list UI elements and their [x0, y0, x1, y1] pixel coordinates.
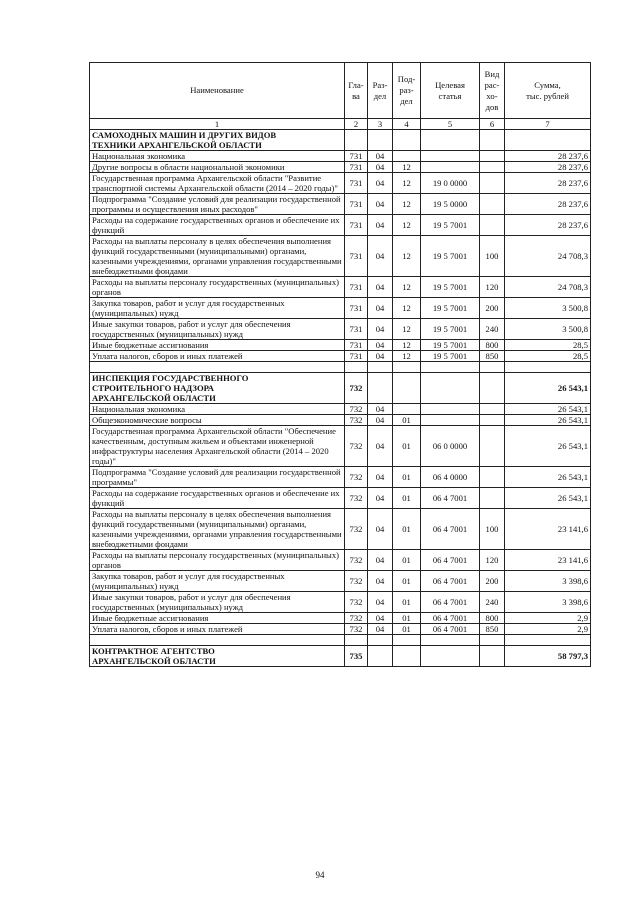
cell-target: 19 5 7001: [421, 277, 480, 298]
empty-cell: [480, 362, 505, 373]
cell-vid: 240: [480, 592, 505, 613]
spacer-row: [90, 635, 591, 646]
cell-sum: 28 237,6: [505, 173, 591, 194]
cell-name: Расходы на выплаты персоналу государственных (муниципальных) органов: [90, 277, 345, 298]
table-body: [90, 130, 591, 667]
empty-cell: [505, 635, 591, 646]
cell-glava: 732: [345, 426, 368, 467]
header-vid: Вид рас- хо- дов: [480, 63, 505, 119]
cell-sum: 28,5: [505, 340, 591, 351]
cell-name: Государственная программа Архангельской области "Развитие транспортной системы Архангельской области (2014 – 2020 годы)": [90, 173, 345, 194]
cell-name: Расходы на выплаты персоналу в целях обеспечения выполнения функций государственными (муниципальными) органами, казенными учреждениями, органами управления государственными внебюджетными фондами: [90, 236, 345, 277]
cell-target: 19 5 7001: [421, 215, 480, 236]
table-row: [90, 151, 591, 162]
cell-target: 06 4 7001: [421, 550, 480, 571]
cell-sum: 3 500,8: [505, 298, 591, 319]
table-row: [90, 404, 591, 415]
cell-sum: 28 237,6: [505, 162, 591, 173]
cell-vid: 800: [480, 613, 505, 624]
cell-sum: 28,5: [505, 351, 591, 362]
cell-razdel: 04: [368, 571, 393, 592]
cell-name: Расходы на выплаты персоналу государственных (муниципальных) органов: [90, 550, 345, 571]
header-target: Целевая статья: [421, 63, 480, 119]
cell-razdel: 04: [368, 550, 393, 571]
cell-razdel: 04: [368, 351, 393, 362]
cell-sum: 28 237,6: [505, 151, 591, 162]
cell-razdel: 04: [368, 194, 393, 215]
header-row: [90, 63, 591, 119]
cell-vid: 850: [480, 624, 505, 635]
section-header-row: [90, 130, 591, 151]
cell-podrazdel: [393, 646, 421, 667]
cell-sum: 2,9: [505, 613, 591, 624]
table-row: [90, 426, 591, 467]
cell-glava: 732: [345, 467, 368, 488]
table-row: [90, 624, 591, 635]
cell-vid: [480, 162, 505, 173]
cell-sum: 2,9: [505, 624, 591, 635]
cell-glava: 732: [345, 509, 368, 550]
cell-name: Иные бюджетные ассигнования: [90, 613, 345, 624]
cell-razdel: 04: [368, 426, 393, 467]
column-number: 1: [90, 119, 345, 130]
table-row: [90, 319, 591, 340]
cell-target: 06 4 7001: [421, 613, 480, 624]
table-row: [90, 571, 591, 592]
cell-razdel: 04: [368, 488, 393, 509]
cell-sum: 3 398,6: [505, 592, 591, 613]
cell-vid: 100: [480, 509, 505, 550]
cell-podrazdel: 12: [393, 298, 421, 319]
cell-razdel: 04: [368, 277, 393, 298]
column-number: 7: [505, 119, 591, 130]
cell-target: 06 4 7001: [421, 509, 480, 550]
cell-target: 19 5 7001: [421, 298, 480, 319]
table-row: [90, 215, 591, 236]
cell-razdel: 04: [368, 624, 393, 635]
cell-name: Закупка товаров, работ и услуг для государственных (муниципальных) нужд: [90, 571, 345, 592]
cell-name: ИНСПЕКЦИЯ ГОСУДАРСТВЕННОГО СТРОИТЕЛЬНОГО НАДЗОРА АРХАНГЕЛЬСКОЙ ОБЛАСТИ: [90, 373, 345, 404]
cell-vid: 850: [480, 351, 505, 362]
cell-target: [421, 151, 480, 162]
cell-target: 19 5 0000: [421, 194, 480, 215]
cell-podrazdel: 12: [393, 236, 421, 277]
cell-name: Расходы на выплаты персоналу в целях обеспечения выполнения функций государственными (муниципальными) органами, казенными учреждениями, органами управления государственными внебюджетными фондами: [90, 509, 345, 550]
cell-podrazdel: 12: [393, 162, 421, 173]
cell-glava: [345, 130, 368, 151]
cell-target: 06 4 7001: [421, 571, 480, 592]
table-row: [90, 298, 591, 319]
cell-sum: [505, 130, 591, 151]
cell-name: Закупка товаров, работ и услуг для государственных (муниципальных) нужд: [90, 298, 345, 319]
column-number: 3: [368, 119, 393, 130]
cell-target: [421, 415, 480, 426]
cell-razdel: 04: [368, 162, 393, 173]
cell-glava: 731: [345, 173, 368, 194]
table-row: [90, 351, 591, 362]
empty-cell: [368, 362, 393, 373]
cell-vid: [480, 426, 505, 467]
cell-target: [421, 162, 480, 173]
cell-razdel: 04: [368, 404, 393, 415]
table-row: [90, 415, 591, 426]
cell-vid: [480, 373, 505, 404]
empty-cell: [345, 635, 368, 646]
cell-glava: 732: [345, 415, 368, 426]
cell-vid: [480, 488, 505, 509]
cell-podrazdel: 01: [393, 488, 421, 509]
cell-glava: 731: [345, 351, 368, 362]
cell-podrazdel: 12: [393, 351, 421, 362]
cell-podrazdel: 12: [393, 194, 421, 215]
cell-vid: [480, 215, 505, 236]
cell-podrazdel: 12: [393, 277, 421, 298]
cell-vid: 120: [480, 550, 505, 571]
cell-razdel: [368, 646, 393, 667]
cell-razdel: [368, 373, 393, 404]
cell-podrazdel: 01: [393, 550, 421, 571]
header-podrazdel: Под- раз- дел: [393, 63, 421, 119]
cell-glava: 731: [345, 236, 368, 277]
cell-podrazdel: 12: [393, 319, 421, 340]
empty-cell: [480, 635, 505, 646]
table-row: [90, 613, 591, 624]
empty-cell: [90, 362, 345, 373]
cell-glava: 732: [345, 488, 368, 509]
cell-podrazdel: [393, 404, 421, 415]
cell-name: Подпрограмма "Создание условий для реализации государственной программы": [90, 467, 345, 488]
cell-vid: [480, 151, 505, 162]
cell-podrazdel: 12: [393, 215, 421, 236]
cell-podrazdel: 01: [393, 592, 421, 613]
cell-glava: 731: [345, 215, 368, 236]
cell-razdel: 04: [368, 509, 393, 550]
cell-podrazdel: [393, 130, 421, 151]
cell-razdel: 04: [368, 215, 393, 236]
cell-target: [421, 373, 480, 404]
cell-sum: 3 500,8: [505, 319, 591, 340]
table-row: [90, 509, 591, 550]
cell-sum: 26 543,1: [505, 426, 591, 467]
table-row: [90, 550, 591, 571]
cell-razdel: 04: [368, 151, 393, 162]
cell-razdel: 04: [368, 236, 393, 277]
cell-target: 19 5 7001: [421, 236, 480, 277]
column-number: 6: [480, 119, 505, 130]
cell-sum: 26 543,1: [505, 415, 591, 426]
cell-glava: 732: [345, 404, 368, 415]
cell-name: Подпрограмма "Создание условий для реализации государственной программы и осуществления иных расходов": [90, 194, 345, 215]
spacer-row: [90, 362, 591, 373]
cell-sum: 28 237,6: [505, 194, 591, 215]
cell-name: КОНТРАКТНОЕ АГЕНТСТВО АРХАНГЕЛЬСКОЙ ОБЛАСТИ: [90, 646, 345, 667]
empty-cell: [505, 362, 591, 373]
cell-name: Другие вопросы в области национальной экономики: [90, 162, 345, 173]
cell-podrazdel: 12: [393, 340, 421, 351]
empty-cell: [90, 635, 345, 646]
empty-cell: [393, 362, 421, 373]
table-row: [90, 162, 591, 173]
cell-name: Общеэкономические вопросы: [90, 415, 345, 426]
cell-name: Уплата налогов, сборов и иных платежей: [90, 351, 345, 362]
cell-razdel: [368, 130, 393, 151]
page-number: 94: [315, 870, 325, 880]
cell-target: 06 4 0000: [421, 467, 480, 488]
cell-glava: 735: [345, 646, 368, 667]
cell-sum: 26 543,1: [505, 488, 591, 509]
cell-sum: 26 543,1: [505, 404, 591, 415]
cell-glava: 732: [345, 571, 368, 592]
cell-sum: 24 708,3: [505, 277, 591, 298]
cell-name: Расходы на содержание государственных органов и обеспечение их функций: [90, 488, 345, 509]
cell-glava: 732: [345, 613, 368, 624]
cell-target: 19 5 7001: [421, 351, 480, 362]
cell-razdel: 04: [368, 592, 393, 613]
table-row: [90, 592, 591, 613]
cell-podrazdel: 01: [393, 624, 421, 635]
cell-vid: 200: [480, 571, 505, 592]
cell-vid: [480, 404, 505, 415]
cell-name: Расходы на содержание государственных органов и обеспечение их функций: [90, 215, 345, 236]
cell-podrazdel: 01: [393, 467, 421, 488]
cell-name: Уплата налогов, сборов и иных платежей: [90, 624, 345, 635]
cell-target: 06 4 7001: [421, 488, 480, 509]
cell-glava: 732: [345, 373, 368, 404]
cell-target: 06 4 7001: [421, 624, 480, 635]
cell-razdel: 04: [368, 173, 393, 194]
cell-target: 19 0 0000: [421, 173, 480, 194]
cell-glava: 732: [345, 592, 368, 613]
cell-name: Иные закупки товаров, работ и услуг для обеспечения государственных (муниципальных) нужд: [90, 319, 345, 340]
empty-cell: [368, 635, 393, 646]
column-number: 4: [393, 119, 421, 130]
section-header-row: [90, 373, 591, 404]
cell-glava: 732: [345, 550, 368, 571]
column-number: 2: [345, 119, 368, 130]
cell-target: [421, 646, 480, 667]
table-row: [90, 173, 591, 194]
cell-vid: [480, 194, 505, 215]
cell-podrazdel: 01: [393, 415, 421, 426]
cell-razdel: 04: [368, 467, 393, 488]
cell-razdel: 04: [368, 613, 393, 624]
cell-podrazdel: [393, 151, 421, 162]
table-row: [90, 488, 591, 509]
cell-name: Национальная экономика: [90, 404, 345, 415]
cell-name: Государственная программа Архангельской области "Обеспечение качественным, доступным жильем и объектами инженерной инфраструктуры населения Архангельской области (2014 – 2020 годы)": [90, 426, 345, 467]
header-sum: Сумма, тыс. рублей: [505, 63, 591, 119]
cell-sum: 23 141,6: [505, 509, 591, 550]
section-header-row: [90, 646, 591, 667]
cell-razdel: 04: [368, 415, 393, 426]
cell-vid: [480, 467, 505, 488]
cell-name: Иные закупки товаров, работ и услуг для обеспечения государственных (муниципальных) нужд: [90, 592, 345, 613]
cell-vid: 240: [480, 319, 505, 340]
cell-sum: 23 141,6: [505, 550, 591, 571]
cell-sum: 28 237,6: [505, 215, 591, 236]
table-row: [90, 467, 591, 488]
cell-razdel: 04: [368, 298, 393, 319]
cell-razdel: 04: [368, 340, 393, 351]
cell-glava: 731: [345, 340, 368, 351]
cell-target: [421, 404, 480, 415]
table-row: [90, 236, 591, 277]
cell-glava: 731: [345, 298, 368, 319]
table-row: [90, 340, 591, 351]
cell-glava: 731: [345, 194, 368, 215]
cell-podrazdel: 01: [393, 613, 421, 624]
header-name: Наименование: [90, 63, 345, 119]
cell-glava: 731: [345, 277, 368, 298]
cell-vid: [480, 646, 505, 667]
cell-vid: [480, 173, 505, 194]
cell-sum: 3 398,6: [505, 571, 591, 592]
cell-glava: 731: [345, 162, 368, 173]
cell-vid: 120: [480, 277, 505, 298]
cell-podrazdel: 01: [393, 426, 421, 467]
cell-target: 19 5 7001: [421, 319, 480, 340]
cell-sum: 26 543,1: [505, 373, 591, 404]
cell-vid: 800: [480, 340, 505, 351]
header-glava: Гла- ва: [345, 63, 368, 119]
cell-sum: 24 708,3: [505, 236, 591, 277]
cell-podrazdel: [393, 373, 421, 404]
empty-cell: [393, 635, 421, 646]
table-row: [90, 277, 591, 298]
table-row: [90, 194, 591, 215]
cell-target: [421, 130, 480, 151]
cell-podrazdel: 01: [393, 571, 421, 592]
cell-name: Иные бюджетные ассигнования: [90, 340, 345, 351]
cell-sum: 26 543,1: [505, 467, 591, 488]
cell-sum: 58 797,3: [505, 646, 591, 667]
cell-podrazdel: 01: [393, 509, 421, 550]
empty-cell: [345, 362, 368, 373]
cell-target: 19 5 7001: [421, 340, 480, 351]
cell-glava: 731: [345, 319, 368, 340]
cell-vid: 100: [480, 236, 505, 277]
cell-razdel: 04: [368, 319, 393, 340]
cell-glava: 732: [345, 624, 368, 635]
cell-vid: [480, 130, 505, 151]
cell-vid: 200: [480, 298, 505, 319]
cell-vid: [480, 415, 505, 426]
column-number-row: [90, 119, 591, 130]
empty-cell: [421, 635, 480, 646]
cell-target: 06 0 0000: [421, 426, 480, 467]
header-razdel: Раз- дел: [368, 63, 393, 119]
empty-cell: [421, 362, 480, 373]
cell-name: САМОХОДНЫХ МАШИН И ДРУГИХ ВИДОВ ТЕХНИКИ АРХАНГЕЛЬСКОЙ ОБЛАСТИ: [90, 130, 345, 151]
cell-podrazdel: 12: [393, 173, 421, 194]
column-number: 5: [421, 119, 480, 130]
cell-name: Национальная экономика: [90, 151, 345, 162]
budget-table: [89, 62, 591, 667]
cell-target: 06 4 7001: [421, 592, 480, 613]
cell-glava: 731: [345, 151, 368, 162]
